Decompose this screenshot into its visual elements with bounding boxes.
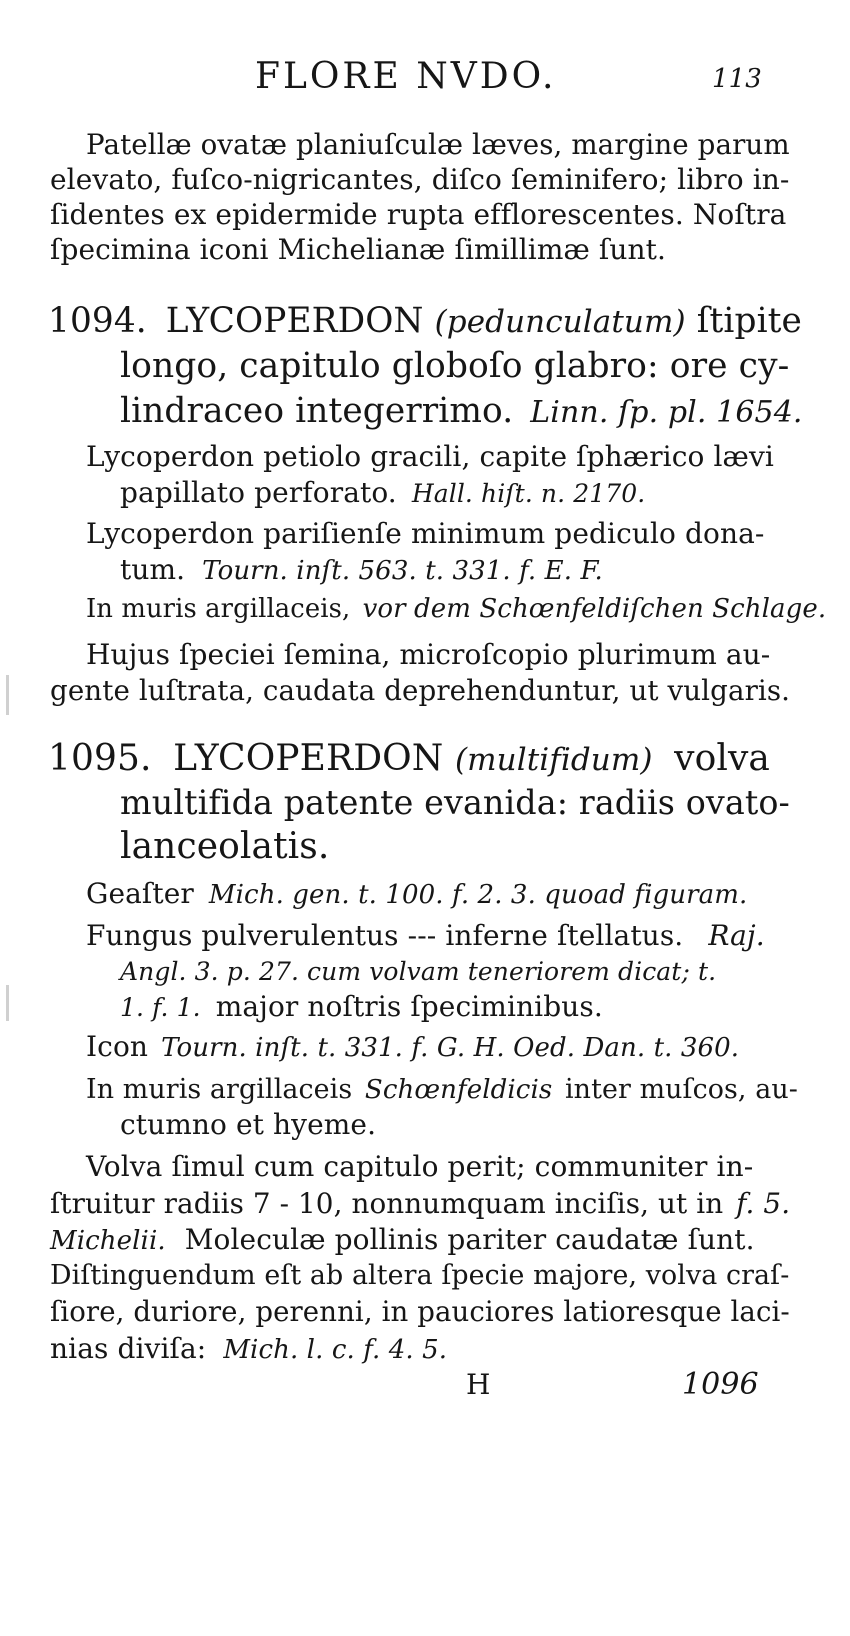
margin-mark [6, 675, 9, 715]
citation: Raj. [708, 919, 765, 952]
species-epithet: (multifidum) [454, 742, 653, 778]
note-line: ſiore, duriore, perenni, in pauciores latioresque laci- [50, 1295, 790, 1328]
synonym-line [86, 877, 747, 912]
citation: Tourn. inſt. t. 331. f. G. H. Oed. Dan. t. 360. [161, 1033, 740, 1063]
synonym-text: papillato perforato. [120, 476, 397, 509]
synonym-text: Icon [86, 1030, 149, 1063]
note-line: Hujus ſpeciei ſemina, microſcopio plurimum au- [86, 638, 771, 671]
habitat-line [86, 592, 826, 626]
citation: Mich. l. c. f. 4. 5. [223, 1335, 448, 1365]
habitat-text: In muris argillaceis [86, 1074, 353, 1105]
citation: Michelii. [50, 1226, 166, 1256]
citation: Linn. ſp. pl. 1654. [530, 395, 803, 430]
synonym-line: Lycoperdon petiolo gracili, capite ſphærico lævi [86, 440, 774, 473]
genus-name: LYCOPERDON [173, 738, 444, 779]
diagnosis-text: lindraceo integerrimo. [120, 391, 514, 431]
entry-number: 1094. [48, 301, 147, 341]
intro-line: ſidentes ex epidermide rupta efflorescentes. Noſtra [50, 198, 787, 231]
margin-mark [6, 985, 9, 1021]
synonym-text: major noſtris ſpeciminibus. [215, 990, 603, 1023]
locality: vor dem Schœnfeldiſchen Schlage. [362, 594, 827, 624]
citation: f. 5. [736, 1187, 791, 1220]
habitat-text: inter muſcos, au- [564, 1074, 798, 1105]
habitat-line: ctumno et hyeme. [120, 1108, 377, 1141]
synonym-text: Geaſter [86, 877, 194, 910]
synonym-text: tum. [120, 553, 186, 586]
note-line: Volva ſimul cum capitulo perit; communiter in- [86, 1150, 754, 1183]
intro-line: elevato, fuſco-nigricantes, diſco ſeminifero; libro in- [50, 163, 790, 196]
note-line [50, 1332, 447, 1367]
diagnosis-line [120, 390, 803, 434]
citation: Mich. gen. t. 100. f. 2. 3. quoad figuram. [208, 880, 748, 910]
note-text: nias diviſa: [50, 1332, 207, 1365]
synonym-line: Lycoperdon pariſienſe minimum pediculo dona- [86, 517, 765, 550]
running-title: FLORE NVDO. [255, 56, 557, 97]
synonym-line [86, 919, 765, 953]
synonym-text: Fungus pulverulentus --- inferne ſtellatus. [86, 919, 684, 952]
note-line [50, 1187, 790, 1221]
habitat-text: In muris argillaceis, [86, 594, 351, 624]
note-line: gente luſtrata, caudata deprehenduntur, ut vulgaris. [50, 674, 791, 707]
signature-mark: H [466, 1368, 491, 1401]
synonym-line [120, 990, 603, 1025]
diagnosis-line: lanceolatis. [120, 826, 330, 867]
note-text: ſtruitur radiis 7 - 10, nonnumquam inciſis, ut in [50, 1187, 724, 1220]
intro-line: Patellæ ovatæ planiuſculæ læves, margine parum [86, 128, 790, 161]
habitat-line [86, 1073, 798, 1107]
citation: 1. f. 1. [120, 993, 201, 1022]
entry-heading-1094 [48, 300, 802, 343]
diagnosis-text: ſtipite [696, 301, 802, 341]
diagnosis-line: multifida patente evanida: radiis ovato- [120, 783, 790, 822]
note-line [50, 1223, 755, 1258]
genus-name: LYCOPERDON [165, 301, 424, 341]
entry-heading-1095 [48, 738, 770, 781]
diagnosis-text: volva [674, 738, 770, 779]
catchword: 1096 [682, 1367, 759, 1402]
note-text: Moleculæ pollinis pariter caudatæ ſunt. [184, 1223, 755, 1256]
species-epithet: (pedunculatum) [434, 304, 686, 340]
citation: Tourn. inſt. 563. t. 331. f. E. F. [202, 556, 603, 586]
synonym-line [120, 476, 645, 511]
page-number: 113 [712, 64, 762, 94]
entry-number: 1095. [48, 738, 152, 779]
synonym-line [86, 1030, 739, 1065]
locality: Schœnfeldicis [364, 1075, 553, 1105]
intro-line: ſpecimina iconi Michelianæ ſimillimæ ſunt. [50, 233, 667, 266]
diagnosis-line: longo, capitulo globoſo glabro: ore cy- [120, 346, 790, 386]
citation-line: Angl. 3. p. 27. cum volvam teneriorem dicat; t. [120, 957, 717, 986]
synonym-line [120, 553, 603, 588]
citation: Hall. hiſt. n. 2170. [411, 479, 646, 508]
note-line: Diſtinguendum eſt ab altera ſpecie majore, volva craſ- [50, 1260, 790, 1291]
